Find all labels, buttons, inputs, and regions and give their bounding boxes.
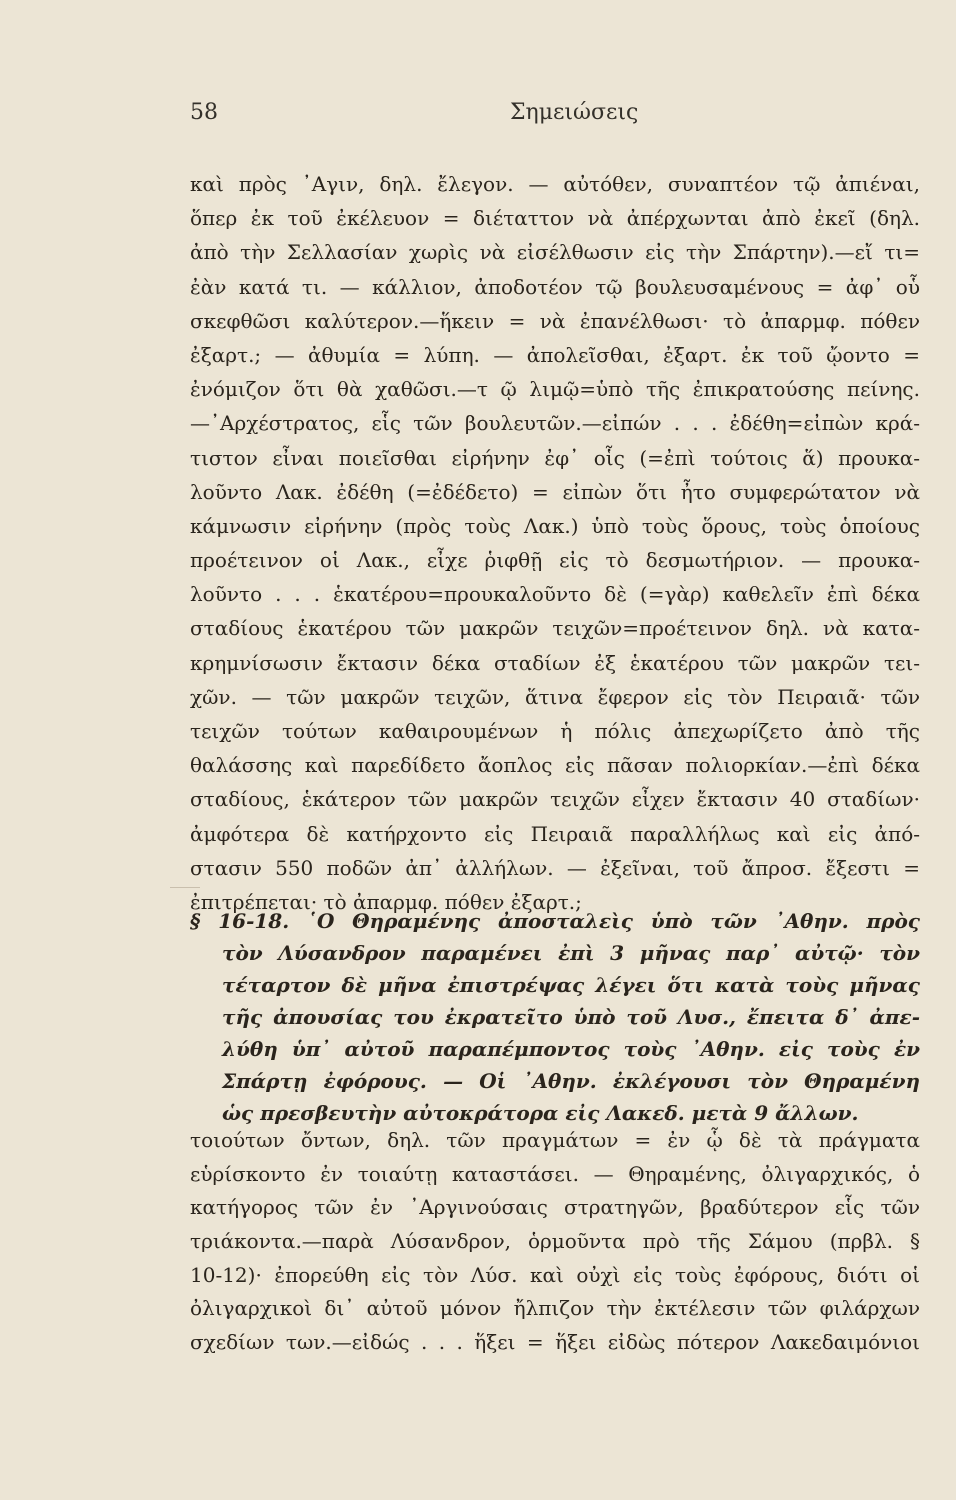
text-line: εὑρίσκοντο ἐν τοιαύτῃ καταστάσει. — Θηραμένης, ὀλιγαρχικός, ὁ <box>190 1161 920 1186</box>
commentary-continuation <box>190 1124 920 1360</box>
running-title: Σημειώσεις <box>510 100 639 125</box>
text-line: κάμνωσιν εἰρήνην (πρὸς τοὺς Λακ.) ὑπὸ τοὺς ὅρους, τοὺς ὁποίους <box>190 513 920 538</box>
text-line: κατήγορος τῶν ἐν ᾿Αργινούσαις στρατηγῶν, βραδύτερον εἷς τῶν <box>190 1195 920 1220</box>
section-heading-line: τῆς ἀπουσίας του ἐκρατεῖτο ὑπὸ τοῦ Λυσ., ἔπειτα δ᾿ ἀπε- <box>222 1005 920 1029</box>
text-line: —᾿Αρχέστρατος, εἷς τῶν βουλευτῶν.—εἰπών . . . ἐδέθη=εἰπὼν κρά- <box>190 411 920 436</box>
text-line: σταδίους ἑκατέρου τῶν μακρῶν τειχῶν=προέτεινον δηλ. νὰ κατα- <box>190 616 920 641</box>
section-heading-line: § 16-18. ῾Ο Θηραμένης ἀποσταλεὶς ὑπὸ τῶν ᾿Αθην. πρὸς <box>190 909 920 933</box>
text-line: σκεφθῶσι καλύτερον.—ἥκειν = νὰ ἐπανέλθωσι· τὸ ἀπαρμφ. πόθεν <box>190 308 920 333</box>
page-header <box>190 100 910 136</box>
section-heading-line: λύθη ὑπ᾿ αὐτοῦ παραπέμποντος τοὺς ᾿Αθην. εἰς τοὺς ἐν <box>222 1037 920 1061</box>
divider <box>170 887 200 888</box>
text-line: τιστον εἶναι ποιεῖσθαι εἰρήνην ἐφ᾿ οἷς (=ἐπὶ τούτοις ἅ) προυκα- <box>190 445 920 470</box>
text-line: ἐὰν κατά τι. — κάλλιον, ἀποδοτέον τῷ βουλευσαμένους = ἀφ᾿ οὗ <box>190 274 920 299</box>
text-line: 10-12)· ἐπορεύθη εἰς τὸν Λύσ. καὶ οὐχὶ εἰς τοὺς ἐφόρους, διότι οἱ <box>190 1262 920 1287</box>
commentary-notes <box>190 167 920 919</box>
section-heading-line: ὡς πρεσβευτὴν αὐτοκράτορα εἰς Λακεδ. μετὰ 9 ἄλλων. <box>222 1101 859 1125</box>
section-summary <box>190 905 920 1129</box>
text-line: σχεδίων των.—εἰδώς . . . ἥξει = ἥξει εἰδὼς πότερον Λακεδαιμόνιοι <box>190 1330 920 1355</box>
text-line: θαλάσσης καὶ παρεδίδετο ἄοπλος εἰς πᾶσαν πολιορκίαν.—ἐπὶ δέκα <box>190 753 920 778</box>
text-line: ὅπερ ἐκ τοῦ ἐκέλευον = διέταττον νὰ ἀπέρχωνται ἀπὸ ἐκεῖ (δηλ. <box>190 206 920 231</box>
text-line: χῶν. — τῶν μακρῶν τειχῶν, ἅτινα ἔφερον εἰς τὸν Πειραιᾶ· τῶν <box>190 684 920 709</box>
text-line: λοῦντο . . . ἑκατέρου=προυκαλοῦντο δὲ (=γὰρ) καθελεῖν ἐπὶ δέκα <box>190 582 920 607</box>
text-line: καὶ πρὸς ᾿Αγιν, δηλ. ἔλεγον. — αὐτόθεν, συναπτέον τῷ ἀπιέναι, <box>190 172 920 196</box>
text-line: ἀμφότερα δὲ κατήρχοντο εἰς Πειραιᾶ παραλλήλως καὶ εἰς ἀπό- <box>190 821 920 846</box>
text-line: στασιν 550 ποδῶν ἀπ᾿ ἀλλήλων. — ἐξεῖναι, τοῦ ἄπροσ. ἔξεστι = <box>190 855 920 880</box>
text-line: κρημνίσωσιν ἔκτασιν δέκα σταδίων ἐξ ἑκατέρου τῶν μακρῶν τει- <box>190 650 920 675</box>
text-line: τριάκοντα.—παρὰ Λύσανδρον, ὁρμοῦντα πρὸ τῆς Σάμου (πρβλ. § <box>190 1229 920 1254</box>
text-line: ἀπὸ τὴν Σελλασίαν χωρὶς νὰ εἰσέλθωσιν εἰς τὴν Σπάρτην).—εἴ τι= <box>190 240 920 265</box>
text-line: τειχῶν τούτων καθαιρουμένων ἡ πόλις ἀπεχωρίζετο ἀπὸ τῆς <box>190 719 920 743</box>
text-line: ἐπιτρέπεται· τὸ ἀπαρμφ. πόθεν ἐξαρτ.; <box>190 889 582 914</box>
section-heading-line: τέταρτον δὲ μῆνα ἐπιστρέψας λέγει ὅτι κατὰ τοὺς μῆνας <box>222 973 920 997</box>
text-line: ἐνόμιζον ὅτι θὰ χαθῶσι.—τ ῷ λιμῷ=ὑπὸ τῆς ἐπικρατούσης πείνης. <box>190 377 920 402</box>
section-heading-line: τὸν Λύσανδρον παραμένει ἐπὶ 3 μῆνας παρ᾿ αὐτῷ· τὸν <box>222 941 920 965</box>
text-line: ἐξαρτ.; — ἀθυμία = λύπη. — ἀπολεῖσθαι, ἐξαρτ. ἐκ τοῦ ᾤοντο = <box>190 342 920 367</box>
section-heading-line: Σπάρτῃ ἐφόρους. — Οἱ ᾿Αθην. ἐκλέγουσι τὸν Θηραμένη <box>222 1069 920 1093</box>
text-line: προέτεινον οἱ Λακ., εἶχε ῥιφθῇ εἰς τὸ δεσμωτήριον. — προυκα- <box>190 548 920 573</box>
page-number: 58 <box>190 100 218 125</box>
text-line: σταδίους, ἑκάτερον τῶν μακρῶν τειχῶν εἶχεν ἔκτασιν 40 σταδίων· <box>190 787 920 812</box>
text-line: λοῦντο Λακ. ἐδέθη (=ἐδέδετο) = εἰπὼν ὅτι ἦτο συμφερώτατον νὰ <box>190 479 920 504</box>
text-line: τοιούτων ὄντων, δηλ. τῶν πραγμάτων = ἐν ᾧ δὲ τὰ πράγματα <box>190 1128 920 1152</box>
text-line: ὀλιγαρχικοὶ δι᾿ αὐτοῦ μόνον ἤλπιζον τὴν ἐκτέλεσιν τῶν φιλάρχων <box>190 1296 920 1321</box>
